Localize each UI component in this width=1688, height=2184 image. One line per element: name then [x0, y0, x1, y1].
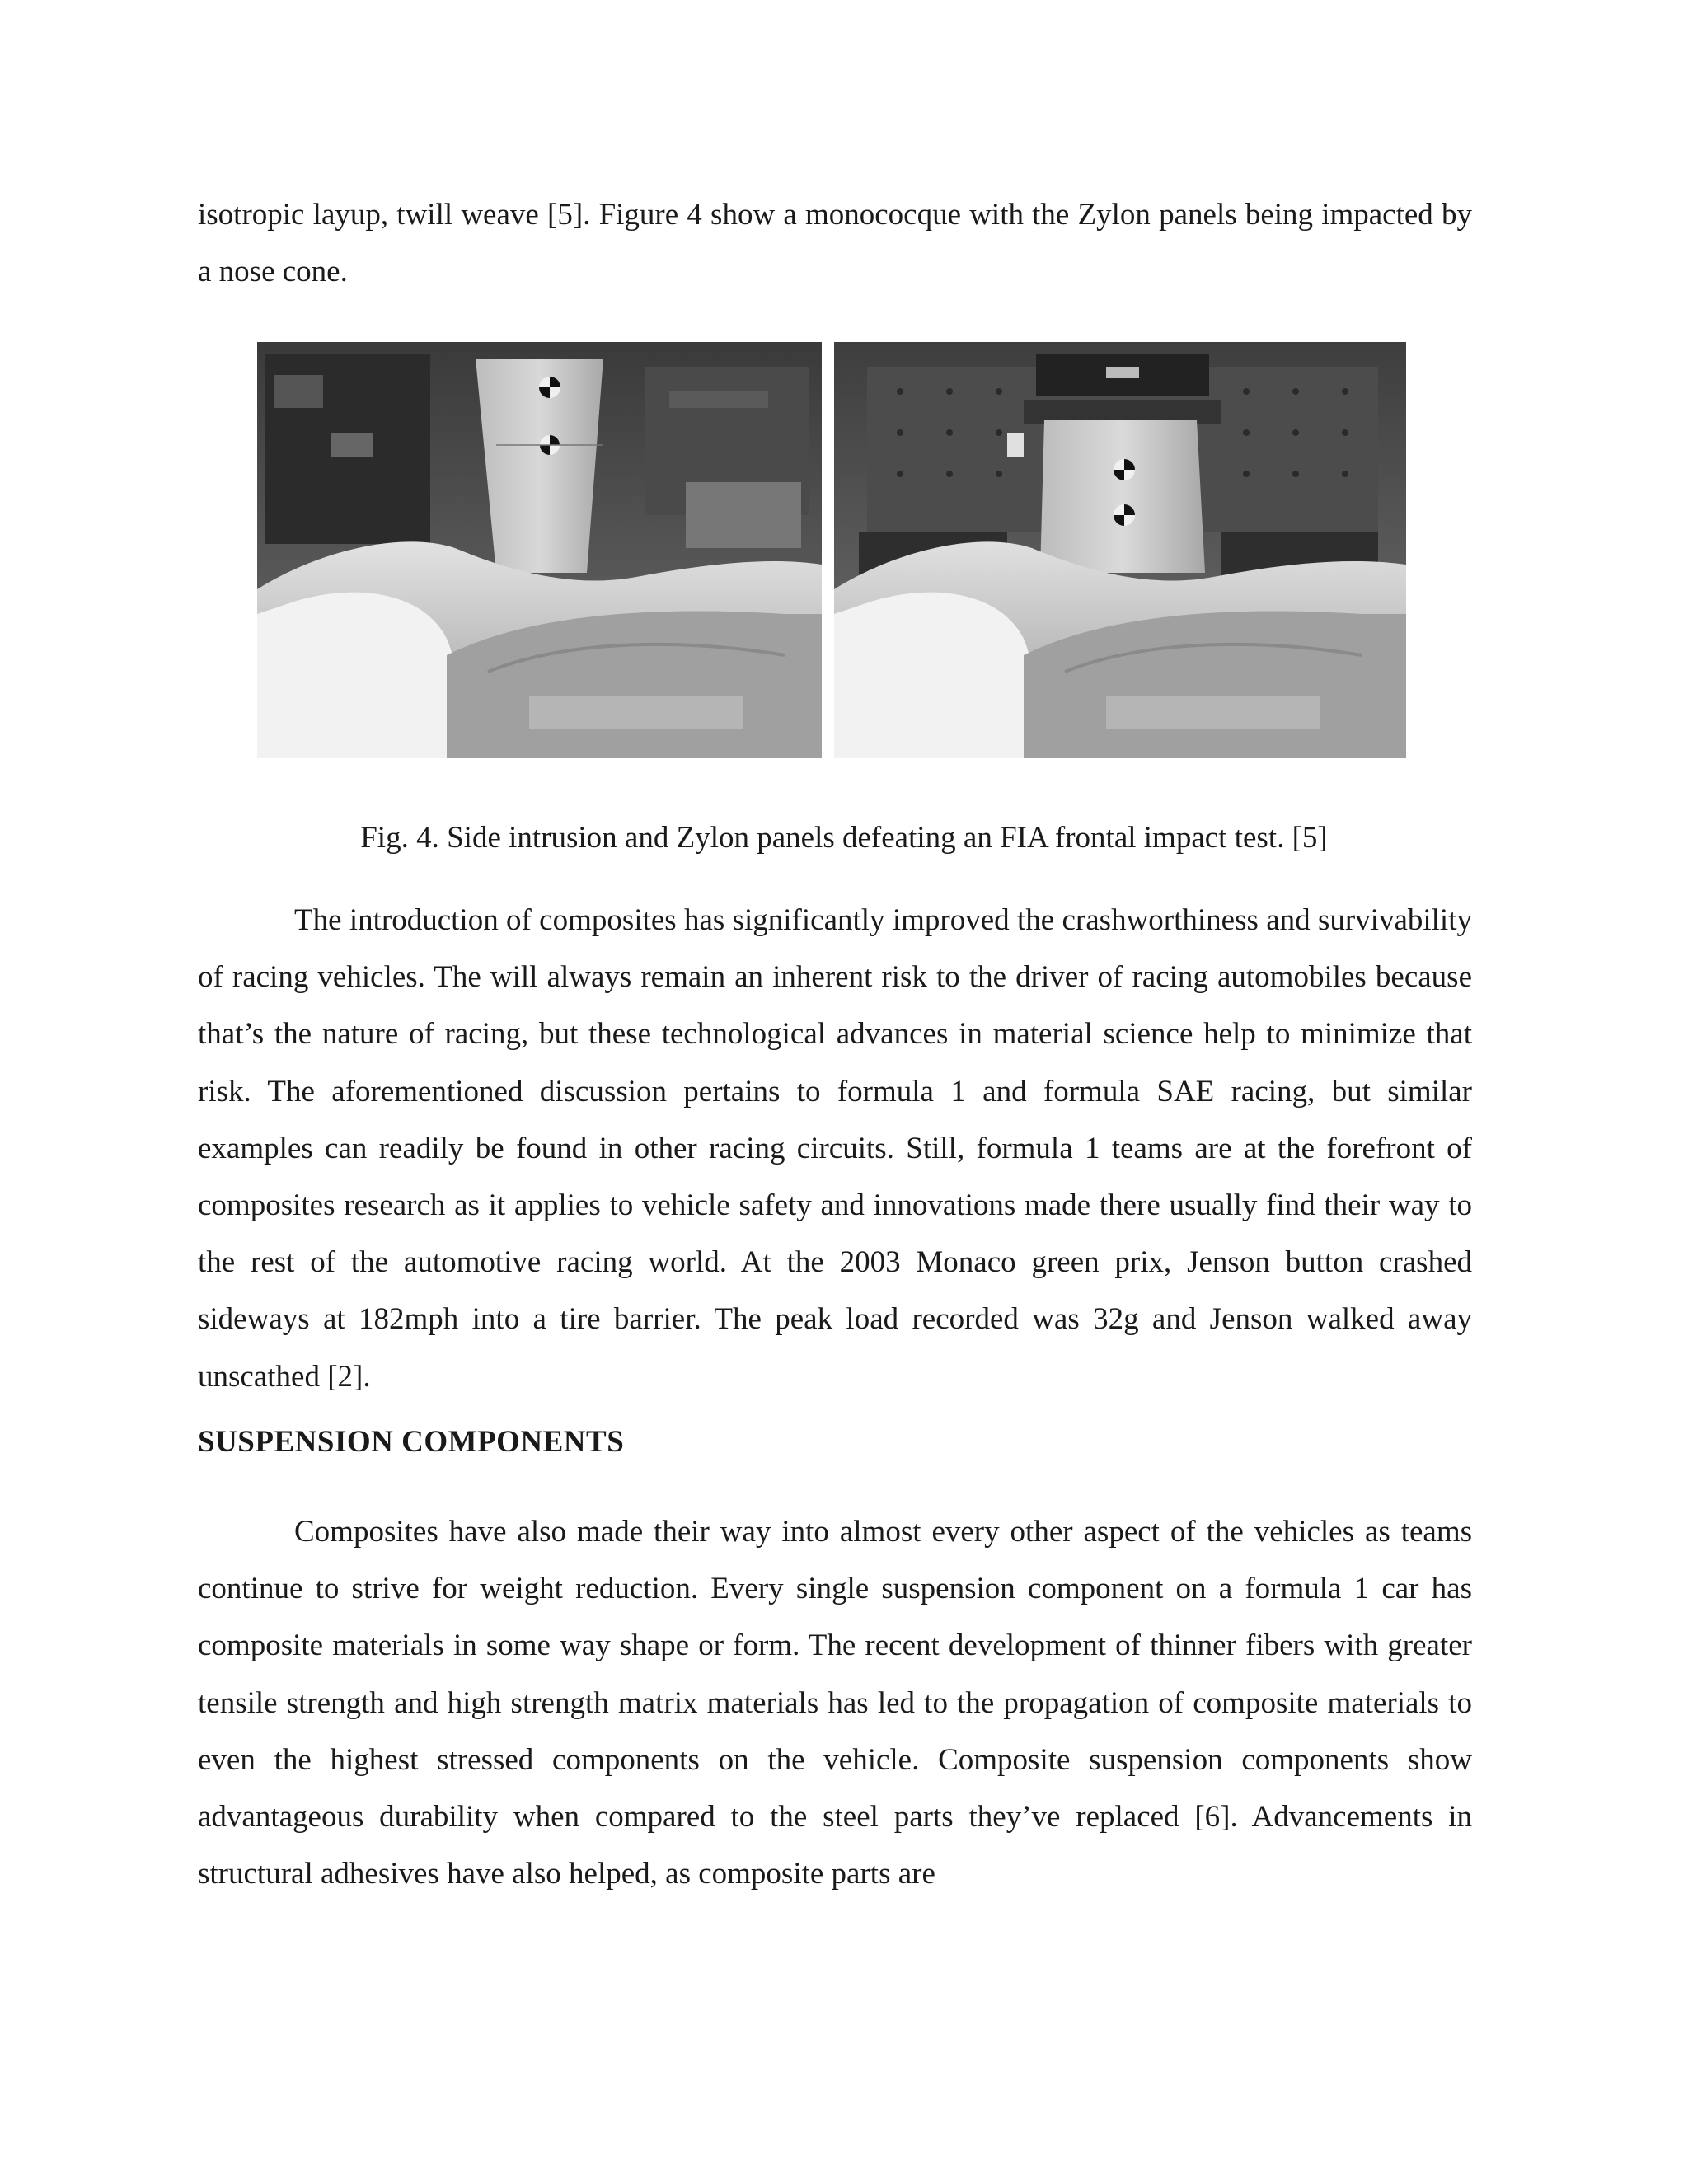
body-paragraph-2: Composites have also made their way into almost every other aspect of the vehicles as teams continue to strive for weight reduction. Every single suspension component on a formula 1 car has composite materials in some way shape or form. The recent development of thinner fibers with greater tensile strength and high strength matrix materials has led to the propagation of composite materials to even the highest stressed components on the vehicle. Composite suspension components show advantageous durability when compared to the steel parts they’ve replaced [6]. Advancements in structural adhesives have also helped, as composite parts are — [198, 1515, 1472, 1891]
side-intrusion-image — [257, 342, 822, 758]
figure-4 — [257, 342, 1406, 758]
body-paragraph-1: The introduction of composites has significantly improved the crashworthiness and survivability of racing vehicles. The will always remain an inherent risk to the driver of racing automobiles because that’s the nature of racing, but these technological advances in material science help to minimize that risk. The aforementioned discussion pertains to formula 1 and formula SAE racing, but similar examples can readily be found in other racing circuits. Still, formula 1 teams are at the forefront of composites research as it applies to vehicle safety and innovations made there usually find their way to the rest of the automotive racing world. At the 2003 Monaco green prix, Jenson button crashed sideways at 182mph into a tire barrier. The peak load recorded was 32g and Jenson walked away unscathed [2]. — [198, 903, 1472, 1394]
section-heading: SUSPENSION COMPONENTS — [198, 1425, 625, 1459]
intro-paragraph: isotropic layup, twill weave [5]. Figure 4 show a monococque with the Zylon panels being impacted by a nose cone. — [198, 198, 1472, 289]
side-intrusion-photo — [257, 342, 822, 758]
frontal-impact-image — [834, 342, 1406, 758]
figure-caption: Fig. 4. Side intrusion and Zylon panels defeating an FIA frontal impact test. [5] — [360, 821, 1328, 855]
frontal-impact-photo — [834, 342, 1406, 758]
